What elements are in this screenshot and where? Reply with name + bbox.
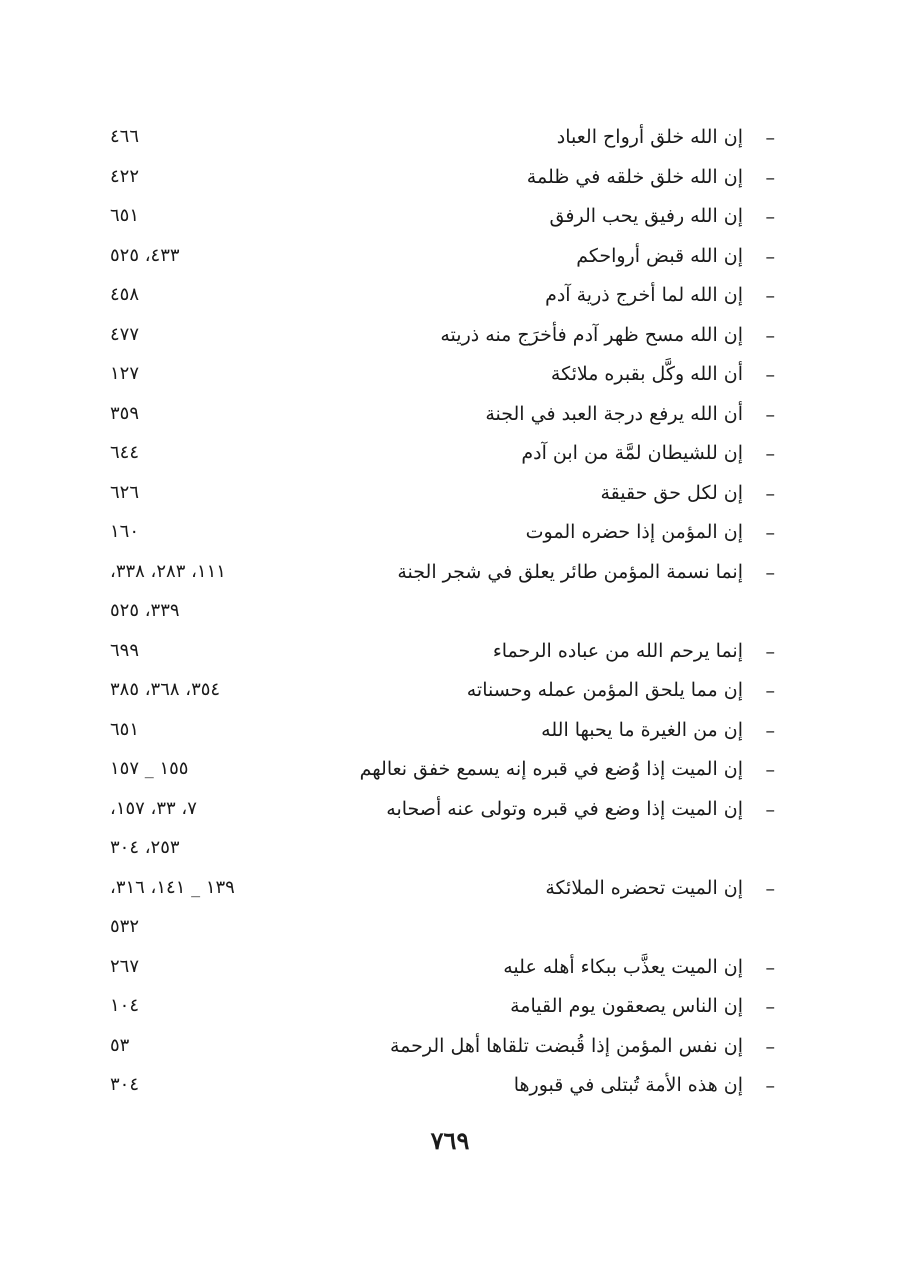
- entry-page-refs: ٦٥١: [110, 718, 140, 740]
- entry-title: إن الله مسح ظهر آدم فأخرَج منه ذريته: [440, 323, 743, 346]
- entry-dash: –: [765, 166, 775, 189]
- entry-title: إن المؤمن إذا حضره الموت: [525, 521, 743, 543]
- entry-page-refs: ٤٣٣، ٥٢٥: [110, 244, 180, 266]
- entry-dash: –: [765, 956, 775, 979]
- entry-page-refs: ٣٥٤، ٣٦٨، ٣٨٥: [110, 679, 221, 700]
- entry-page-refs: ١١١، ٢٨٣، ٣٣٨،: [110, 560, 226, 582]
- entry-title: إنما نسمة المؤمن طائر يعلق في شجر الجنة: [397, 560, 743, 583]
- index-entry: [110, 474, 775, 514]
- entry-pages: [110, 796, 390, 875]
- entry-dash: –: [765, 759, 775, 781]
- index-entry: [110, 553, 775, 632]
- index-entry: [110, 1066, 775, 1106]
- entry-dash: –: [765, 680, 775, 702]
- entry-title: إن الميت تحضره الملائكة: [545, 876, 743, 899]
- index-entry: [110, 316, 775, 356]
- entry-dash: –: [765, 443, 775, 465]
- entry-page-refs: ٣٥٩: [110, 402, 140, 424]
- entry-dash: –: [765, 1075, 775, 1097]
- entry-dash: –: [765, 324, 775, 347]
- entry-page-refs: ٣٣٩، ٥٢٥: [110, 600, 180, 621]
- entry-page-refs: ٥٣: [110, 1034, 130, 1056]
- page-number: ٧٦٩: [430, 1126, 470, 1155]
- entry-title: إنما يرحم الله من عباده الرحماء: [492, 639, 743, 662]
- entry-pages: [110, 875, 390, 954]
- entry-pages: [110, 559, 390, 638]
- entry-page-refs: ١٢٧: [110, 363, 140, 384]
- entry-title: إن الله رفيق يحب الرفق: [549, 205, 743, 227]
- index-entry: [110, 869, 775, 948]
- index-entry: [110, 632, 775, 672]
- entry-page-refs: ٤٢٢: [110, 165, 140, 187]
- index-entry: [110, 395, 775, 435]
- entry-page-refs: ٦٤٤: [110, 442, 140, 463]
- entry-title: إن الميت إذا وضع في قبره وتولى عنه أصحابه: [386, 797, 743, 820]
- entry-title: إن الله خلق خلقه في ظلمة: [526, 165, 743, 188]
- entry-page-refs: ١٦٠: [110, 521, 140, 542]
- entry-page-refs: ٥٣٢: [110, 916, 140, 937]
- entry-page-refs: ٣٠٤: [110, 1074, 140, 1095]
- entry-title: إن الله قبض أرواحكم: [576, 244, 743, 267]
- entry-dash: –: [765, 245, 775, 268]
- entry-dash: –: [765, 640, 775, 663]
- index-entry: [110, 513, 775, 553]
- entry-dash: –: [765, 719, 775, 742]
- entry-page-refs: ٦٥١: [110, 205, 140, 226]
- entry-title: إن للشيطان لمَّة من ابن آدم: [521, 442, 743, 464]
- entry-title: أن الله يرفع درجة العبد في الجنة: [485, 402, 743, 425]
- entry-page-refs: ١٥٥ _ ١٥٧: [110, 758, 189, 779]
- entry-title: إن مما يلحق المؤمن عمله وحسناته: [466, 679, 743, 701]
- index-entry: [110, 355, 775, 395]
- entry-title: إن الناس يصعقون يوم القيامة: [510, 995, 743, 1017]
- index-entry: [110, 158, 775, 198]
- index-entry: [110, 237, 775, 277]
- index-entry: [110, 790, 775, 869]
- entry-dash: –: [765, 1035, 775, 1058]
- entry-page-refs: ٦٩٩: [110, 639, 140, 661]
- entry-dash: –: [765, 522, 775, 544]
- entry-page-refs: ٦٢٦: [110, 481, 140, 503]
- index-entry: [110, 711, 775, 751]
- entry-pages: [110, 1072, 390, 1112]
- index-entries: [110, 118, 775, 1106]
- index-entry: [110, 987, 775, 1027]
- entry-dash: –: [765, 285, 775, 307]
- index-entry: [110, 948, 775, 988]
- index-entry: [110, 1027, 775, 1067]
- entry-page-refs: ١٣٩ _ ١٤١، ٣١٦،: [110, 876, 235, 898]
- entry-dash: –: [765, 127, 775, 149]
- entry-dash: –: [765, 482, 775, 505]
- entry-title: إن هذه الأمة تُبتلى في قبورها: [513, 1074, 743, 1096]
- entry-dash: –: [765, 206, 775, 228]
- entry-title: إن لكل حق حقيقة: [600, 481, 743, 504]
- index-entry: [110, 276, 775, 316]
- entry-title: إن الله لما أخرج ذرية آدم: [545, 284, 743, 306]
- entry-title: إن الله خلق أرواح العباد: [556, 126, 743, 148]
- entry-title: إن نفس المؤمن إذا قُبضت تلقاها أهل الرحمة: [389, 1034, 743, 1057]
- entry-dash: –: [765, 364, 775, 386]
- index-entry: [110, 118, 775, 158]
- entry-page-refs: ٤٧٧: [110, 323, 140, 345]
- entry-page-refs: ٢٦٧: [110, 955, 140, 977]
- entry-title: إن الميت يعذَّب ببكاء أهله عليه: [503, 955, 743, 978]
- index-entry: [110, 197, 775, 237]
- entry-title: أن الله وكَّل بقبره ملائكة: [550, 363, 743, 385]
- entry-dash: –: [765, 403, 775, 426]
- entry-dash: –: [765, 996, 775, 1018]
- entry-title: إن الميت إذا وُضع في قبره إنه يسمع خفق نعالهم: [359, 758, 743, 780]
- index-entry: [110, 434, 775, 474]
- entry-dash: –: [765, 798, 775, 821]
- entry-page-refs: ٤٥٨: [110, 284, 140, 305]
- entry-title: إن من الغيرة ما يحبها الله: [541, 718, 743, 741]
- entry-page-refs: ٢٥٣، ٣٠٤: [110, 837, 180, 858]
- entry-page-refs: ٤٦٦: [110, 126, 140, 147]
- index-entry: [110, 750, 775, 790]
- index-entry: [110, 671, 775, 711]
- entry-dash: –: [765, 561, 775, 584]
- entry-page-refs: ٧، ٣٣، ١٥٧،: [110, 797, 197, 819]
- entry-dash: –: [765, 877, 775, 900]
- entry-page-refs: ١٠٤: [110, 995, 140, 1016]
